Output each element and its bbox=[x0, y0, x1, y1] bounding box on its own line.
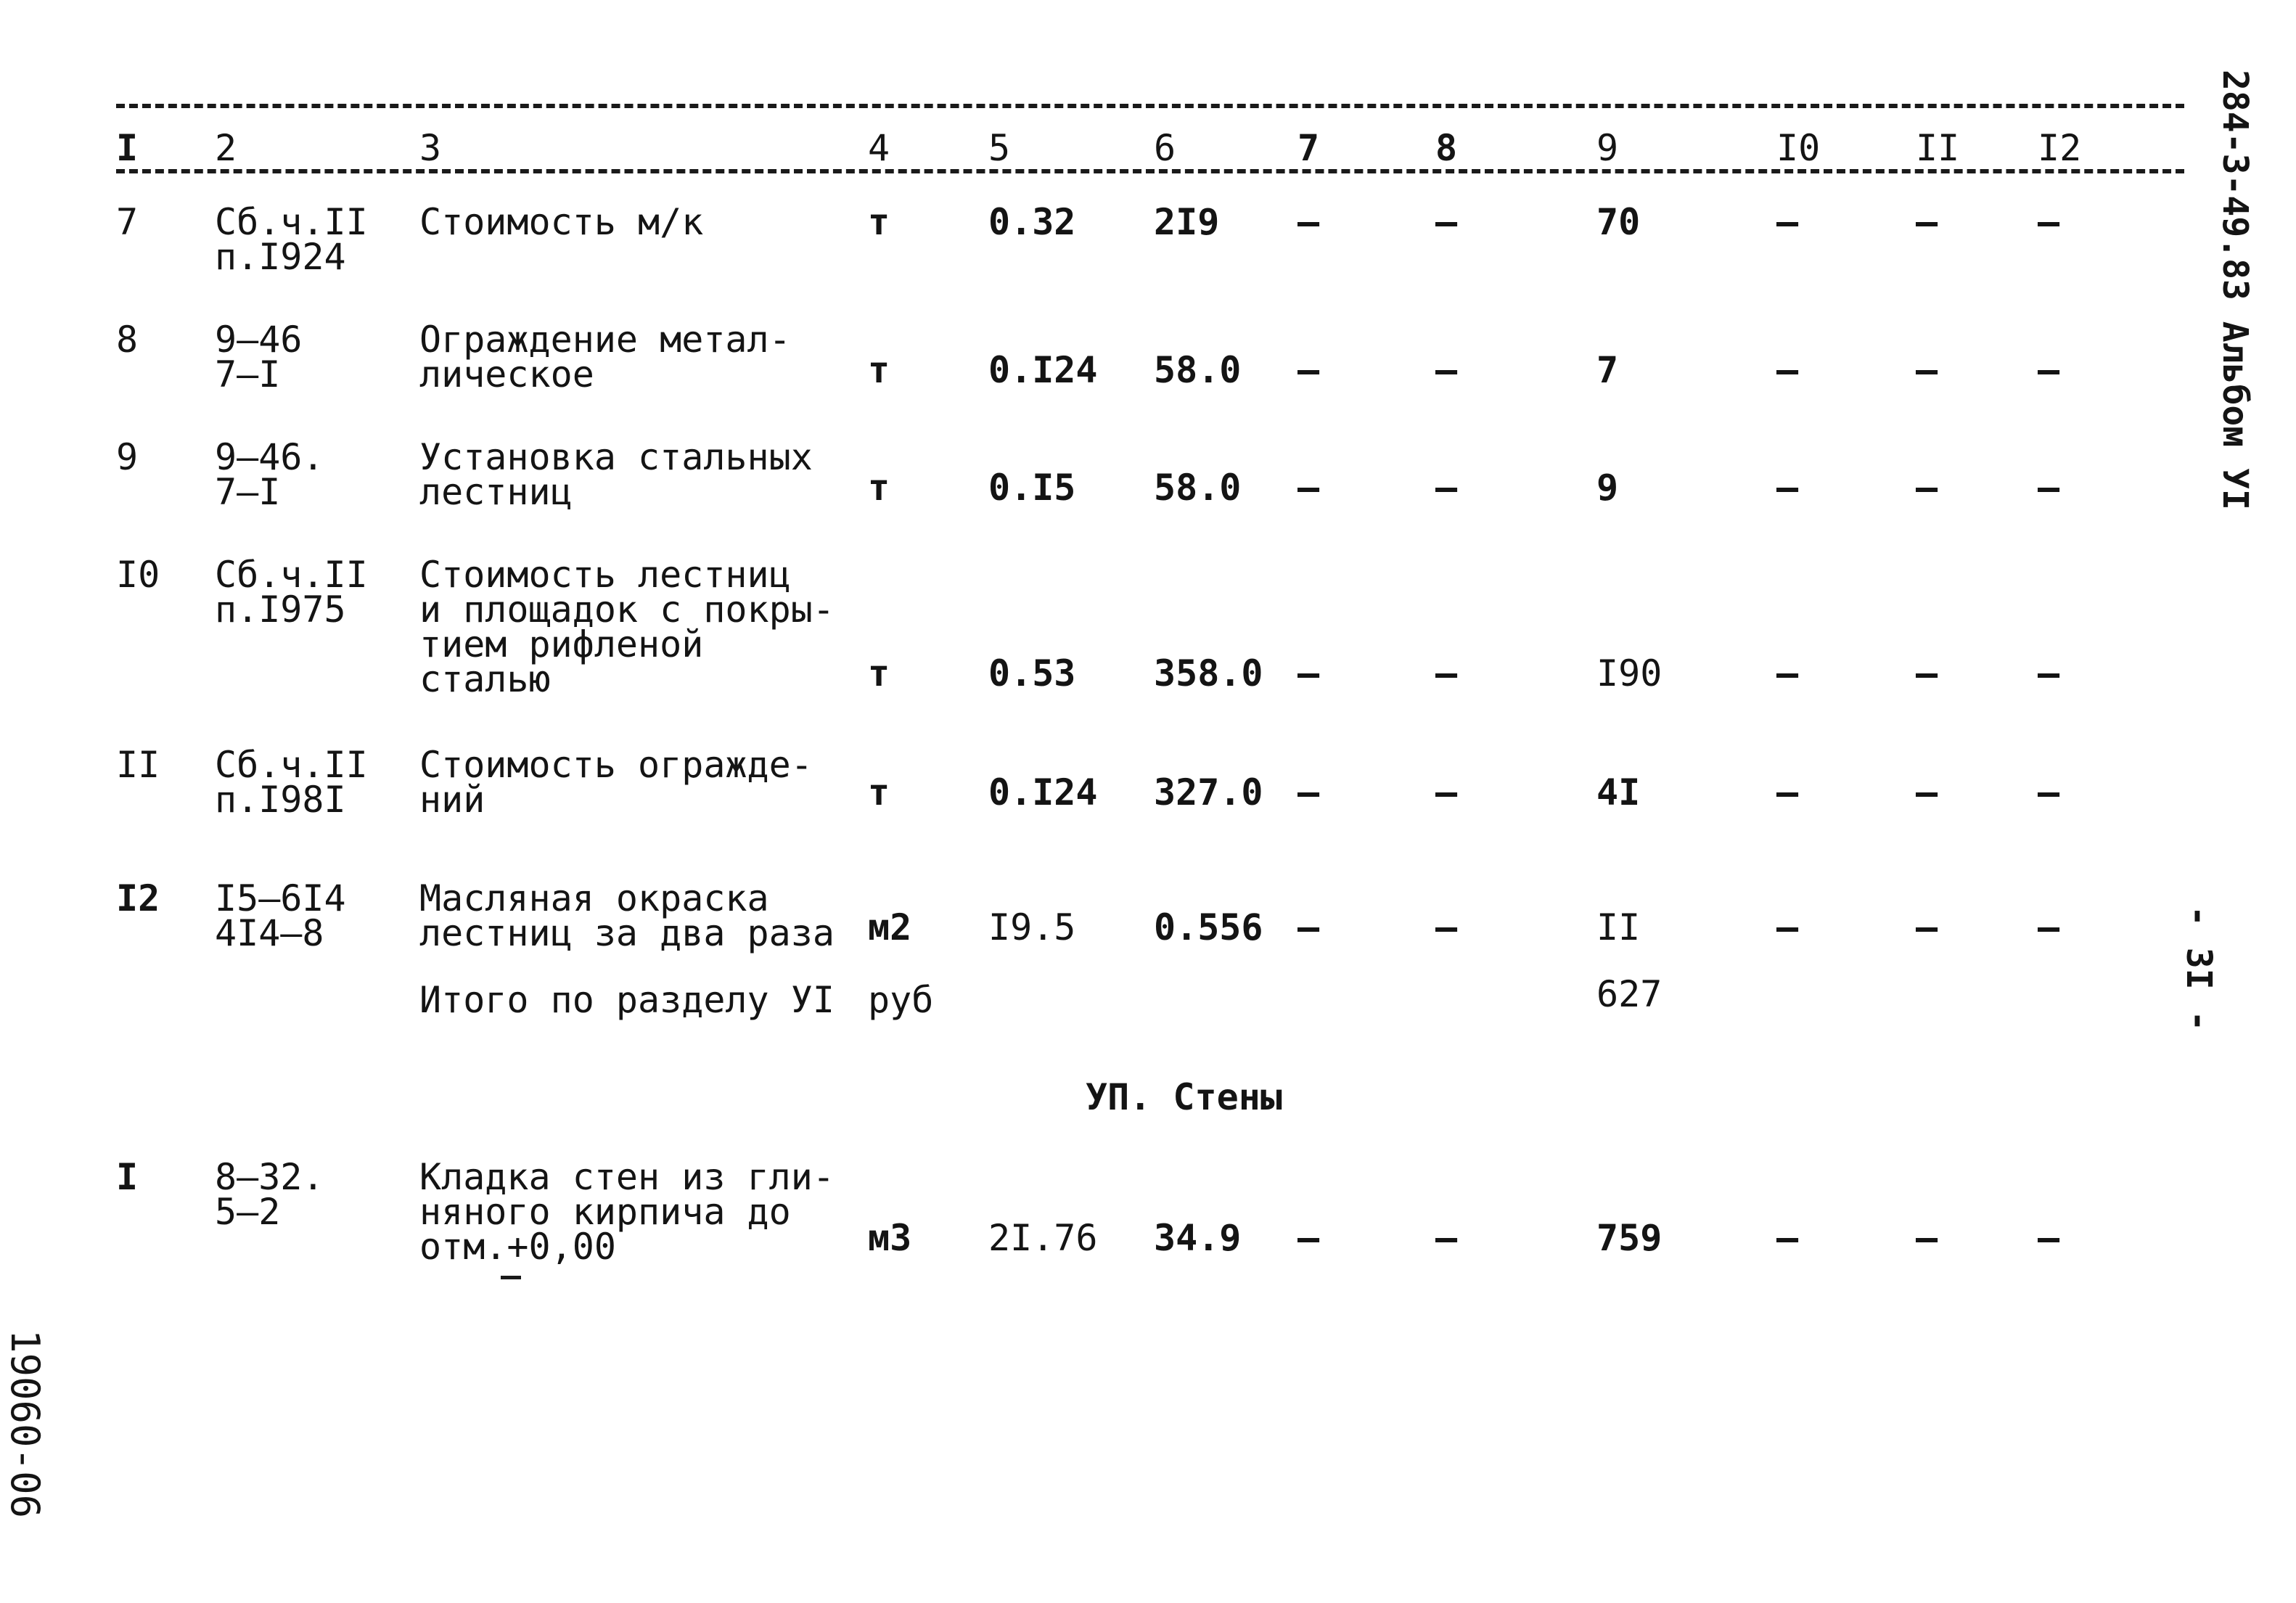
subtotal-unit: руб bbox=[868, 979, 934, 1021]
row-qty: 2I.76 bbox=[988, 1217, 1098, 1259]
row-col7: – bbox=[1297, 652, 1320, 694]
row-price: 0.556 bbox=[1154, 906, 1263, 948]
row-qty: 0.53 bbox=[988, 652, 1076, 694]
row-col11: – bbox=[1916, 201, 1938, 243]
row-col7: – bbox=[1297, 201, 1320, 243]
col-header-2: 2 bbox=[215, 127, 237, 169]
subtotal-label: Итого по разделу УI bbox=[419, 979, 835, 1021]
row-col12: – bbox=[2038, 1217, 2060, 1259]
row-col10: – bbox=[1776, 906, 1799, 948]
col-header-7: 7 bbox=[1297, 127, 1320, 169]
row-total: 70 bbox=[1596, 201, 1641, 243]
row-no: I2 bbox=[116, 877, 160, 919]
row-no: I0 bbox=[116, 554, 160, 596]
col-header-11: II bbox=[1916, 127, 1960, 169]
row-unit: т bbox=[868, 652, 890, 694]
col-header-12: I2 bbox=[2038, 127, 2082, 169]
row-code: Сб.ч.II п.I975 bbox=[215, 554, 368, 631]
row-col10: – bbox=[1776, 349, 1799, 391]
row-col12: – bbox=[2038, 467, 2060, 509]
row-col11: – bbox=[1916, 349, 1938, 391]
col-header-5: 5 bbox=[988, 127, 1011, 169]
section-title: УП. Стены bbox=[1086, 1076, 1282, 1118]
col-header-9: 9 bbox=[1596, 127, 1619, 169]
subtotal-total: 627 bbox=[1596, 973, 1662, 1015]
header-top-rule bbox=[116, 104, 2184, 108]
row-total: 4I bbox=[1596, 771, 1641, 813]
col-header-3: 3 bbox=[419, 127, 442, 169]
row-col10: – bbox=[1776, 201, 1799, 243]
row-total: I90 bbox=[1596, 652, 1662, 694]
row-col11: – bbox=[1916, 906, 1938, 948]
col-header-4: 4 bbox=[868, 127, 890, 169]
row-total: II bbox=[1596, 906, 1641, 948]
row-no: 9 bbox=[116, 436, 139, 478]
row-col8: – bbox=[1435, 906, 1458, 948]
row-col10: – bbox=[1776, 467, 1799, 509]
row-name: Ограждение метал- лическое bbox=[419, 319, 791, 395]
row-col8: – bbox=[1435, 201, 1458, 243]
row-col8: – bbox=[1435, 349, 1458, 391]
row-unit: т bbox=[868, 349, 890, 391]
row-total: 7 bbox=[1596, 349, 1619, 391]
col-header-10: I0 bbox=[1776, 127, 1821, 169]
row-name: Стоимость м/к bbox=[419, 201, 704, 243]
col-header-8: 8 bbox=[1435, 127, 1458, 169]
row-code: 9–46. 7–I bbox=[215, 436, 324, 513]
underline-mark bbox=[501, 1276, 521, 1279]
row-unit: т bbox=[868, 467, 890, 509]
row-col12: – bbox=[2038, 201, 2060, 243]
row-name: Установка стальных лестниц bbox=[419, 436, 813, 513]
row-col11: – bbox=[1916, 1217, 1938, 1259]
row-price: 358.0 bbox=[1154, 652, 1263, 694]
row-price: 34.9 bbox=[1154, 1217, 1242, 1259]
row-col11: – bbox=[1916, 771, 1938, 813]
col-header-6: 6 bbox=[1154, 127, 1176, 169]
row-price: 327.0 bbox=[1154, 771, 1263, 813]
row-col7: – bbox=[1297, 1217, 1320, 1259]
row-col8: – bbox=[1435, 652, 1458, 694]
row-unit: м2 bbox=[868, 906, 912, 948]
row-no: I bbox=[116, 1156, 139, 1198]
document-code: 19060-06 bbox=[2, 1329, 48, 1519]
col-header-1: I bbox=[116, 127, 139, 169]
row-col10: – bbox=[1776, 652, 1799, 694]
row-col7: – bbox=[1297, 906, 1320, 948]
row-no: 7 bbox=[116, 201, 139, 243]
row-col8: – bbox=[1435, 771, 1458, 813]
row-col12: – bbox=[2038, 906, 2060, 948]
row-name: Масляная окраска лестниц за два раза bbox=[419, 877, 835, 954]
row-price: 58.0 bbox=[1154, 349, 1242, 391]
row-col11: – bbox=[1916, 467, 1938, 509]
row-unit: м3 bbox=[868, 1217, 912, 1259]
row-col12: – bbox=[2038, 771, 2060, 813]
page-number: - 3I - bbox=[2178, 906, 2219, 1032]
row-code: Сб.ч.II п.I924 bbox=[215, 201, 368, 278]
row-no: 8 bbox=[116, 319, 139, 361]
row-col8: – bbox=[1435, 1217, 1458, 1259]
row-unit: т bbox=[868, 201, 890, 243]
album-reference: 284-3-49.83 Альбом УI bbox=[2215, 70, 2255, 510]
row-col10: – bbox=[1776, 771, 1799, 813]
row-name: Стоимость огражде- ний bbox=[419, 744, 813, 821]
row-price: 58.0 bbox=[1154, 467, 1242, 509]
row-name: Стоимость лестниц и площадок с покры- тием рифленой сталью bbox=[419, 554, 835, 700]
row-qty: 0.I5 bbox=[988, 467, 1076, 509]
row-qty: I9.5 bbox=[988, 906, 1076, 948]
row-no: II bbox=[116, 744, 160, 786]
row-price: 2I9 bbox=[1154, 201, 1220, 243]
row-code: 8–32. 5–2 bbox=[215, 1156, 324, 1233]
row-col11: – bbox=[1916, 652, 1938, 694]
row-qty: 0.I24 bbox=[988, 349, 1098, 391]
row-code: 9–46 7–I bbox=[215, 319, 303, 395]
row-qty: 0.32 bbox=[988, 201, 1076, 243]
header-bottom-rule bbox=[116, 169, 2184, 173]
row-col12: – bbox=[2038, 349, 2060, 391]
row-col7: – bbox=[1297, 771, 1320, 813]
row-col10: – bbox=[1776, 1217, 1799, 1259]
row-col7: – bbox=[1297, 467, 1320, 509]
row-total: 9 bbox=[1596, 467, 1619, 509]
row-name: Кладка стен из гли- няного кирпича до отм.+0,00 bbox=[419, 1156, 835, 1268]
row-code: Сб.ч.II п.I98I bbox=[215, 744, 368, 821]
row-code: I5–6I4 4I4–8 bbox=[215, 877, 346, 954]
row-col12: – bbox=[2038, 652, 2060, 694]
row-qty: 0.I24 bbox=[988, 771, 1098, 813]
row-unit: т bbox=[868, 771, 890, 813]
row-col7: – bbox=[1297, 349, 1320, 391]
row-total: 759 bbox=[1596, 1217, 1662, 1259]
row-col8: – bbox=[1435, 467, 1458, 509]
